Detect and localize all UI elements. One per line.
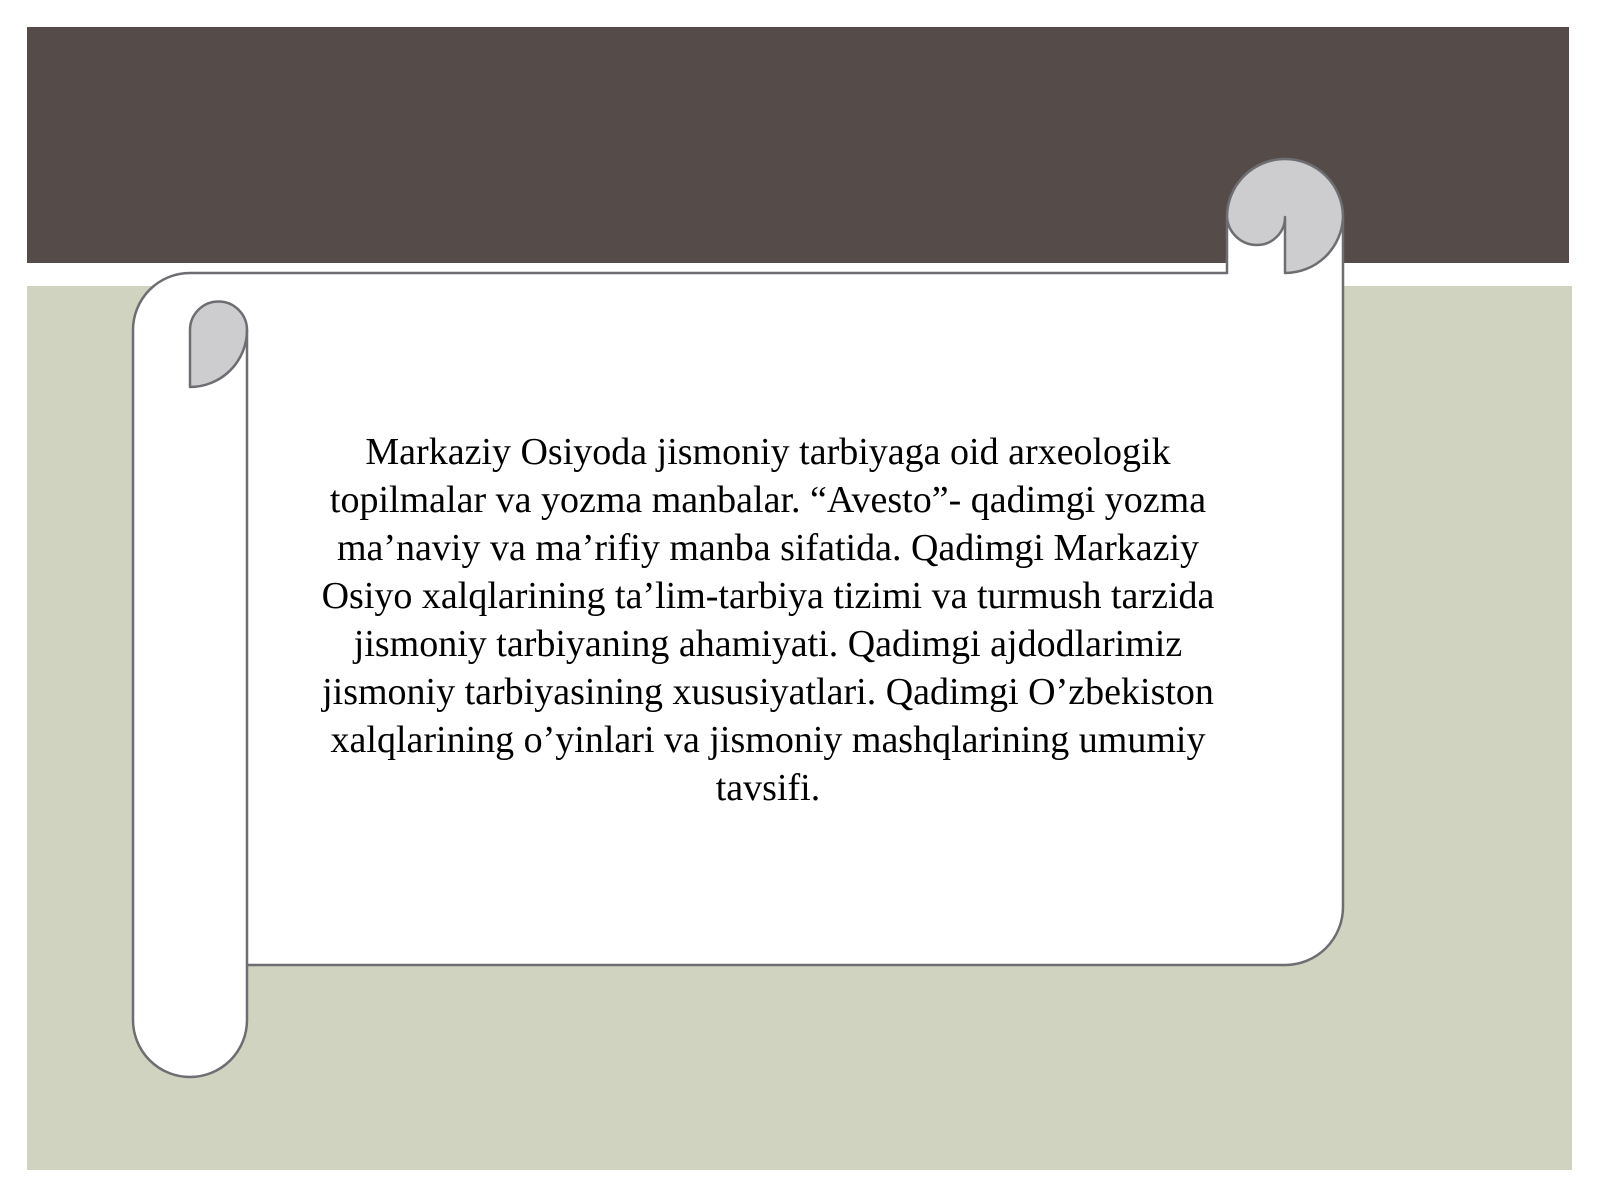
slide-body-text: Markaziy Osiyoda jismoniy tarbiyaga oid arxeologik topilmalar va yozma manbalar. “Avesto”- qadimgi yozma ma’naviy va ma’rifiy manba sifatida. Qadimgi Markaziy Osiyo xalqlarining ta’lim-tarbiya tizimi va turmush tarzida jismoniy tarbiyaning ahamiyati. Qadimgi ajdodlarimiz jismoniy tarbiyasining xususiyatlari. Qadimgi O’zbekiston xalqlarining o’yinlari va jismoniy mashqlarining umumiy tavsifi. bbox=[321, 431, 1215, 809]
